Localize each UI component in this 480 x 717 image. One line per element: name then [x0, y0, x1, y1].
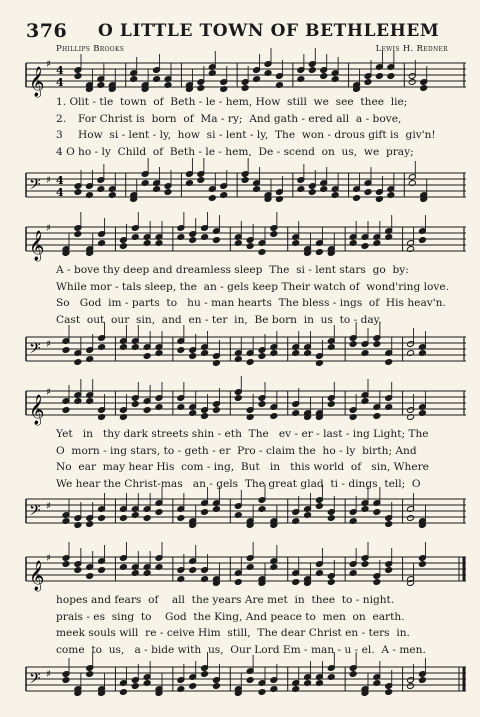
note — [234, 579, 242, 586]
note — [387, 73, 395, 80]
note — [407, 515, 415, 522]
treble-staff — [26, 223, 466, 261]
treble-clef-icon: 𝄞 — [29, 395, 45, 425]
note — [385, 521, 393, 528]
note — [349, 341, 357, 348]
bass-clef-icon: 𝄢 — [29, 502, 41, 523]
bass-clef-icon: 𝄢 — [29, 670, 41, 691]
note — [164, 189, 172, 196]
note — [177, 515, 185, 522]
note — [86, 521, 94, 528]
note — [361, 561, 369, 568]
note — [373, 579, 381, 586]
verse-line: A - bove thy deep and dreamless sleep The si - lent stars go by: — [56, 264, 409, 276]
treble-staff — [26, 553, 466, 591]
note — [258, 401, 266, 408]
hymn-header — [26, 20, 466, 44]
note — [213, 407, 221, 414]
note — [349, 671, 357, 678]
note — [98, 567, 106, 574]
note — [197, 85, 205, 92]
note — [201, 671, 209, 678]
note — [189, 353, 197, 360]
sharp-icon: ♯ — [46, 387, 51, 398]
note — [86, 573, 94, 580]
time-signature-top: 4 — [56, 64, 64, 77]
note — [62, 677, 70, 684]
bass-clef-icon: 𝄢 — [29, 340, 41, 361]
verse-line: 3 How si - lent - ly, how si - lent - ly, The won - drous gift is giv'n! — [56, 129, 436, 141]
note — [86, 671, 94, 678]
verse-line: Yet in thy dark streets shin - eth The ev - er - last - ing Light; The — [56, 428, 429, 440]
note — [308, 67, 316, 74]
sharp-icon: ♯ — [46, 175, 51, 186]
verse-line: We hear the Christ-mas an - gels The great glad ti - dings tell; O — [56, 477, 421, 490]
note — [292, 579, 300, 586]
verse-line: hopes and fears of all the years Are met in thee to - night. — [56, 594, 395, 606]
note — [420, 85, 428, 92]
note — [361, 243, 369, 250]
note — [385, 689, 393, 696]
time-signature-top: 4 — [56, 174, 64, 187]
note — [189, 567, 197, 574]
note — [241, 177, 249, 184]
treble-clef-icon: 𝄞 — [29, 561, 45, 591]
verse-block-2 — [56, 262, 480, 328]
sharp-icon: ♯ — [46, 501, 51, 512]
time-signature-bottom: 4 — [56, 76, 64, 89]
treble-staff — [26, 387, 466, 425]
sharp-icon: ♯ — [46, 223, 51, 234]
verse-line: No ear may hear His com - ing, But in this world of sin, Where — [56, 461, 429, 473]
note — [189, 683, 197, 690]
hymn-title: O LITTLE TOWN OF BETHLEHEM — [98, 21, 440, 41]
note — [189, 237, 197, 244]
verse-line: 1. Olit - tle town of Beth - le - hem, How still we see thee lie; — [56, 96, 408, 108]
note — [234, 395, 242, 402]
note — [246, 677, 254, 684]
note — [143, 353, 151, 360]
verse-line: While mor - tals sleep, the an - gels keep Their watch of wond'ring love. — [56, 280, 450, 293]
verse-block-3 — [56, 426, 480, 492]
verse-line: prais - es sing to God the King, And peace to men on earth. — [56, 610, 405, 623]
note — [131, 683, 139, 690]
note — [320, 73, 328, 80]
sharp-icon: ♯ — [46, 339, 51, 350]
note — [74, 231, 82, 238]
note — [327, 579, 335, 586]
verse-block-1 — [56, 94, 480, 160]
verse-line: come to us, a - bide with us, Our Lord Em - man - u - el. A - men. — [56, 643, 426, 656]
note — [385, 359, 393, 366]
verse-line: Cast out our sin, and en - ter in, Be born in us to - day. — [56, 313, 382, 326]
note — [241, 85, 249, 92]
sharp-icon: ♯ — [46, 553, 51, 564]
note — [419, 237, 427, 244]
bass-staff — [26, 170, 466, 200]
note — [120, 515, 128, 522]
composer-credit: Lewis H. Redner — [375, 44, 448, 54]
note — [74, 189, 82, 196]
note — [143, 407, 151, 414]
verse-block-4 — [56, 592, 480, 658]
note — [131, 401, 139, 408]
verse-line: 4 O ho - ly Child of Beth - le - hem, De - scend on us, we pray; — [56, 145, 414, 158]
verse-line: meek souls will re - ceive Him still, The dear Christ en - ters in. — [56, 627, 410, 639]
note — [407, 683, 415, 690]
note — [246, 359, 254, 366]
note — [408, 79, 416, 86]
note — [98, 515, 106, 522]
note — [258, 249, 266, 256]
note — [62, 347, 70, 354]
note — [246, 243, 254, 250]
note — [376, 73, 384, 80]
note — [353, 195, 361, 202]
note — [316, 249, 324, 256]
verse-line: So God im - parts to hu - man hearts The bless - ings of His heav'n. — [56, 297, 446, 309]
note — [270, 231, 278, 238]
sharp-icon: ♯ — [46, 59, 51, 70]
verse-line: 2. For Christ is born of Ma - ry; And gath - ered all a - bove, — [56, 112, 402, 125]
note — [419, 561, 427, 568]
treble-staff — [26, 59, 466, 97]
note — [62, 561, 70, 568]
note — [364, 189, 372, 196]
note — [177, 347, 185, 354]
note — [120, 243, 128, 250]
note — [373, 341, 381, 348]
note — [419, 677, 427, 684]
note — [208, 195, 216, 202]
hymn-number: 376 — [26, 20, 68, 42]
time-signature-bottom: 4 — [56, 186, 64, 199]
bass-staff — [26, 496, 466, 526]
note — [74, 73, 82, 80]
verse-line: O morn - ing stars, to - geth - er Pro - claim the ho - ly birth; And — [56, 444, 417, 457]
note — [197, 177, 205, 184]
note — [308, 189, 316, 196]
note — [155, 509, 163, 516]
note — [120, 689, 128, 696]
note — [373, 413, 381, 420]
note — [213, 683, 221, 690]
note — [270, 413, 278, 420]
bass-clef-icon: 𝄢 — [29, 176, 41, 197]
note — [258, 689, 266, 696]
note — [74, 567, 82, 574]
sharp-icon: ♯ — [46, 669, 51, 680]
note — [143, 515, 151, 522]
note — [258, 353, 266, 360]
note — [62, 407, 70, 414]
treble-clef-icon: 𝄞 — [29, 231, 45, 261]
note — [373, 509, 381, 516]
note — [213, 237, 221, 244]
note — [327, 401, 335, 408]
note — [74, 359, 82, 366]
note — [201, 413, 209, 420]
note — [364, 79, 372, 86]
note — [327, 515, 335, 522]
bass-staff — [26, 334, 466, 364]
note — [385, 567, 393, 574]
note — [316, 503, 324, 510]
author-credit: Phillips Brooks — [56, 44, 125, 54]
treble-clef-icon: 𝄞 — [29, 67, 45, 97]
note — [201, 509, 209, 516]
bass-staff — [26, 664, 466, 694]
